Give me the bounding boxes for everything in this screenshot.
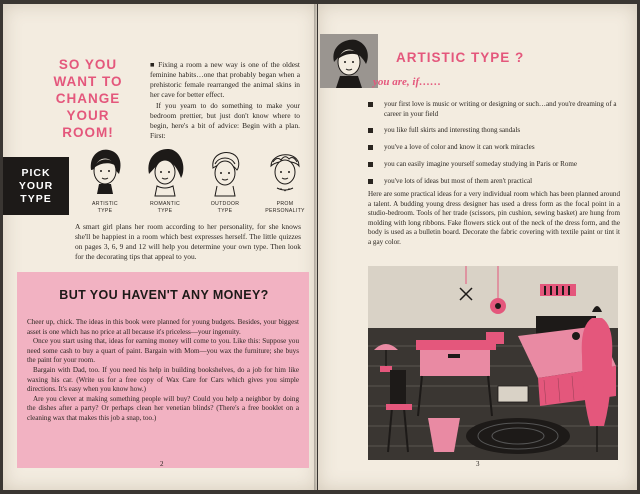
type-artistic: ARTISTIC TYPE — [77, 144, 133, 214]
intro-text — [150, 60, 300, 141]
bullet-square — [368, 102, 373, 107]
no-money-box — [17, 272, 309, 468]
headline-change-your-room: SO YOU WANT TO CHANGE YOUR ROOM! — [53, 57, 123, 140]
romantic-girl-illustration — [141, 144, 189, 200]
practical-ideas — [368, 190, 620, 248]
artistic-portrait — [320, 34, 378, 88]
artistic-checklist — [368, 100, 618, 194]
outdoor-girl-illustration — [201, 144, 249, 200]
money-paragraph: Once you start using that, ideas for earning money will come to you. Like this: Suppose you need some cash to buy a quart of paint. Bargain with Mom—you wax the furniture; she buys the paint for your room. — [27, 337, 299, 365]
artistic-girl-illustration — [81, 144, 129, 200]
page-number-left: 2 — [160, 460, 164, 468]
artistic-girl-portrait-illustration — [320, 34, 378, 88]
pick-your-type-box: PICK YOUR TYPE — [3, 157, 69, 215]
left-page — [3, 4, 317, 490]
list-item: you've a love of color and know it can work miracles — [368, 143, 618, 153]
prom-girl-illustration — [261, 144, 309, 200]
smart-girl-text: A smart girl plans her room according to her personality, for she knows she'll be happiest in a room which best expresses herself. The little quizzes on pages 3, 6, 9 and 12 will help you determine your own type. Then look for the decorating tips that appeal to you. — [75, 222, 301, 261]
money-paragraph: Bargain with Dad, too. If you need his help in building bookshelves, do a job for him like waxing his car. (Write us for a free copy of Wax Care for Cars which gives you simple directions. It's easy when you know how.) — [27, 365, 299, 394]
list-item: you've lots of ideas but most of them aren't practical — [368, 177, 618, 187]
you-are-if: you are, if…… — [373, 76, 442, 88]
bullet-square — [368, 179, 373, 184]
no-money-title: BUT YOU HAVEN'T ANY MONEY? — [59, 288, 269, 302]
type-prom-personality: PROM PERSONALITY — [257, 144, 313, 214]
right-page — [318, 4, 637, 490]
list-item: you can easily imagine yourself someday studying in Paris or Rome — [368, 160, 618, 170]
bullet-square — [368, 162, 373, 167]
type-romantic: ROMANTIC TYPE — [137, 144, 193, 214]
page-number-right: 3 — [476, 460, 480, 468]
practical-paragraph: Here are some practical ideas for a very individual room which has been planned around a talent. A budding young dress designer has used a dress form as the focal point in a studio-bedroom. Tools of her trade (scissors, pin cushion, sewing basket) are hung from molding with long ribbons. Fake flowers stick out of the neck of the dress form, and the body is used as a bulletin board. Decorate the fabric covering with textile paint or tint it a gay color. — [368, 190, 620, 246]
list-item: you like full skirts and interesting thong sandals — [368, 126, 618, 136]
intro-paragraph: ■ Fixing a room a new way is one of the oldest feminine habits…one that probably began when a prehistoric female rearranged the animal skins in her cave for better effect. — [150, 60, 300, 99]
no-money-text — [27, 318, 299, 424]
artistic-type-headline: ARTISTIC TYPE ? — [396, 50, 525, 65]
studio-bedroom-illustration — [368, 266, 618, 460]
intro-paragraph: If you yearn to do something to make your bedroom prettier, but just don't know where to begin, here's a bit of advice: Begin with a plan. First: — [150, 101, 300, 140]
list-item: your first love is music or writing or designing or such…and you're dreaming of a career in your field — [368, 100, 618, 119]
money-paragraph: Are you clever at making something people will buy? Could you help a neighbor by doing the dishes after a party? Or perhaps clean her venetian blinds? (There's a free booklet on a cleaning wax that makes this job a snap, too.) — [27, 394, 299, 422]
bullet-square — [368, 128, 373, 133]
bullet-square — [368, 145, 373, 150]
personality-types — [77, 144, 313, 218]
money-paragraph: Cheer up, chick. The ideas in this book were planned for young budgets. Besides, your biggest asset is one which has no price at all because it's priceless—your ingenuity. — [27, 318, 299, 336]
type-outdoor: OUTDOOR TYPE — [197, 144, 253, 214]
